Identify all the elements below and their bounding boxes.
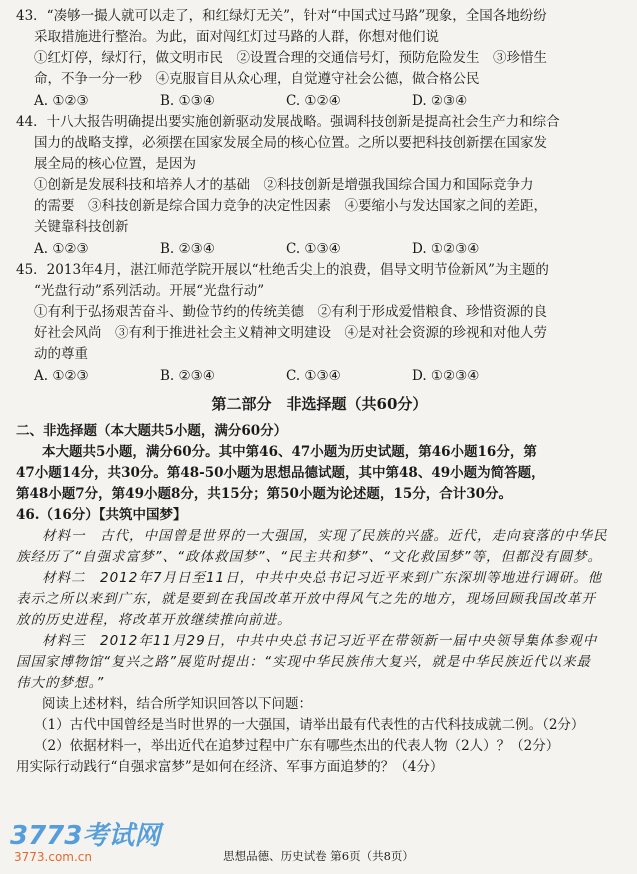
- section-intro-line-1: 本大题共5小题，满分60分。其中第46、47小题为历史试题，第46小题16分，第: [42, 444, 537, 460]
- question-45-line-4: 好社会风尚 ③有利于推进社会主义精神文明建设 ④是对社会资源的珍视和对他人劳: [34, 325, 547, 341]
- material-2-line-2: 表示之所以来到广东，就是要到在我国改革开放中得风气之先的地方，现场回顾我国改革开: [16, 591, 596, 607]
- question-43-line-2: 采取措施进行整治。为此，面对闯红灯过马路的人群，你想对他们说: [34, 29, 439, 45]
- question-44-line-1: 44．十八大报告明确提出要实施创新驱动发展战略。强调科技创新是提高社会生产力和综合: [16, 114, 560, 130]
- question-45-options: [16, 365, 623, 387]
- material-2-line-1: 材料二 2012年7月日至11日，中共中央总书记习近平来到广东深圳等地进行调研。他: [42, 570, 603, 586]
- option-b: B. ②③④: [160, 241, 215, 257]
- option-d: D. ①②③④: [412, 241, 480, 257]
- question-44: [16, 112, 623, 260]
- question-44-line-2: 国力的战略支撑，必须摆在国家发展全局的核心位置。之所以要把科技创新摆在国家发: [34, 135, 547, 151]
- watermark-url: 3773.com.cn: [14, 850, 92, 864]
- question-44-line-4: ①创新是发展科技和培养人才的基础 ②科技创新是增强我国综合国力和国际竞争力: [34, 177, 534, 193]
- question-43: [16, 6, 623, 112]
- question-44-line-6: 关键靠科技创新: [34, 219, 129, 235]
- option-c: C. ①③④: [286, 241, 341, 257]
- section-intro-line-3: 第48小题7分，第49小题8分，共15分；第50小题为论述题，15分，合计30分。: [16, 486, 513, 502]
- question-44-line-3: 展全局的核心位置，是因为: [34, 156, 196, 172]
- option-b: B. ②③④: [160, 368, 215, 384]
- sub-question-1: （1）古代中国曾经是当时世界的一大强国，请举出最有代表性的古代科技成就二例。（2分）: [34, 717, 585, 733]
- option-d: D. ②③④: [412, 93, 468, 109]
- section-intro-line-2: 47小题14分，共30分。第48-50小题为思想品德试题，其中第48、49小题为简答题，: [16, 465, 545, 481]
- question-44-line-5: 的需要 ③科技创新是综合国力竞争的决定性因素 ④要缩小与发达国家之间的差距，: [34, 198, 547, 214]
- question-45-line-5: 动的尊重: [34, 346, 88, 362]
- option-a: A. ①②③: [34, 93, 89, 109]
- question-45-line-2: “光盘行动”系列活动。开展“光盘行动”: [34, 283, 265, 299]
- option-d: D. ①②③④: [412, 368, 480, 384]
- option-a: A. ①②③: [34, 368, 89, 384]
- reading-instruction: 阅读上述材料，结合所学知识回答以下问题：: [42, 696, 312, 712]
- question-45-line-3: ①有利于弘扬艰苦奋斗、勤俭节约的传统美德 ②有利于形成爱惜粮食、珍惜资源的良: [34, 304, 547, 320]
- page-footer: 思想品德、历史试卷 第6页（共8页）: [223, 849, 414, 863]
- sub-question-2-continued: 用实际行动践行“自强求富梦”是如何在经济、军事方面追梦的？（4分）: [16, 759, 444, 775]
- question-46: [16, 505, 623, 778]
- question-43-line-4: 命，不争一分一秒 ④克服盲目从众心理，自觉遵守社会公德，做合格公民: [34, 71, 480, 87]
- material-2-line-3: 放的历史进程，将改革开放继续推向前进。: [16, 612, 292, 628]
- material-3-line-3: 伟大的梦想。”: [16, 675, 105, 691]
- material-1-line-2: 族经历了“自强求富梦”、“政体救国梦”、“民主共和梦”、“文化救国梦”等，但都没有圆梦。: [16, 549, 602, 565]
- material-3-line-2: 国国家博物馆“复兴之路”展览时提出：“实现中华民族伟大复兴，就是中华民族近代以来最: [16, 654, 591, 670]
- part-two-title: 第二部分 非选择题（共60分）: [211, 395, 428, 413]
- material-1-line-1: 材料一 古代，中国曾是世界的一大强国，实现了民族的兴盛。近代，走向衰落的中华民: [42, 528, 608, 544]
- question-45: [16, 260, 623, 387]
- option-b: B. ①③④: [160, 93, 215, 109]
- question-44-options: [16, 238, 623, 260]
- question-43-line-3: ①红灯停，绿灯行，做文明市民 ②设置合理的交通信号灯，预防危险发生 ③珍惜生: [34, 50, 547, 66]
- watermark-logo: 3773考试网: [10, 821, 161, 851]
- question-43-options: [16, 90, 623, 112]
- option-c: C. ①②④: [286, 93, 341, 109]
- question-46-header: 46.（16分）【共筑中国梦】: [16, 507, 187, 523]
- material-3-line-1: 材料三 2012年11月29日，中共中央总书记习近平在带领新一届中央领导集体参观中: [42, 633, 598, 649]
- question-43-line-1: 43．“凑够一撮人就可以走了，和红绿灯无关”，针对“中国式过马路”现象，全国各地纷纷: [16, 8, 547, 24]
- section-heading: 二、非选择题（本大题共5小题，满分60分）: [16, 423, 288, 439]
- question-45-line-1: 45．2013年4月，湛江师范学院开展以“杜绝舌尖上的浪费，倡导文明节俭新风”为主题的: [16, 262, 549, 278]
- option-c: C. ①③④: [286, 368, 341, 384]
- sub-question-2: （2）依据材料一，举出近代在追梦过程中广东有哪些杰出的代表人物（2人）？（2分）: [34, 738, 560, 754]
- option-a: A. ①②③: [34, 241, 89, 257]
